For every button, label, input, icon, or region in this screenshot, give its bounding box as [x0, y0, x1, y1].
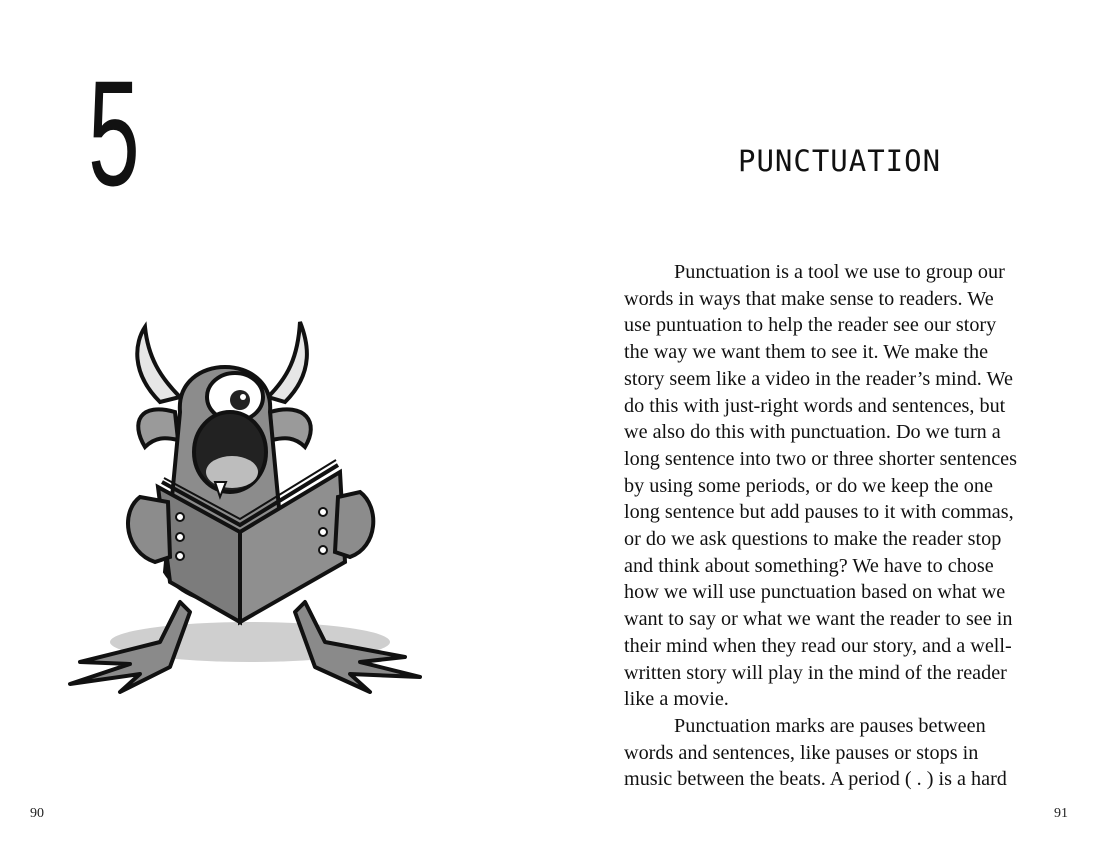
text-line: their mind when they read our story, and a well-	[624, 634, 1012, 657]
chapter-body-text	[624, 259, 1064, 793]
text-line: music between the beats. A period ( . ) is a hard	[624, 768, 1007, 791]
text-line: use puntuation to help the reader see our story	[624, 314, 997, 337]
text-line: by using some periods, or do we keep the one	[624, 474, 993, 497]
text-line: we also do this with punctuation. Do we turn a	[624, 421, 1001, 444]
text-line: long sentence but add pauses to it with commas,	[624, 501, 1014, 524]
text-line: Punctuation marks are pauses between	[674, 714, 986, 737]
text-line: story seem like a video in the reader’s mind. We	[624, 367, 1013, 390]
text-line: the way we want them to see it. We make the	[624, 341, 989, 364]
text-line: want to say or what we want the reader to see in	[624, 608, 1013, 631]
text-line: and think about something? We have to chose	[624, 554, 994, 577]
text-line: how we will use punctuation based on what we	[624, 581, 1006, 604]
page-number-right: 91	[1054, 806, 1068, 821]
text-line: like a movie.	[624, 688, 729, 711]
paragraph	[624, 259, 1064, 713]
text-line: Punctuation is a tool we use to group our	[674, 261, 1005, 283]
text-line: long sentence into two or three shorter sentences	[624, 447, 1017, 470]
chapter-number: 5	[88, 49, 140, 217]
page-number-left: 90	[30, 806, 44, 821]
text-line: written story will play in the mind of the reader	[624, 661, 1007, 684]
text-line: words in ways that make sense to readers. We	[624, 287, 994, 310]
text-line: words and sentences, like pauses or stops in	[624, 741, 979, 764]
text-line: or do we ask questions to make the reader stop	[624, 528, 1002, 551]
paragraph	[624, 713, 1064, 793]
monster-reading-book-illustration	[60, 312, 430, 697]
chapter-title: PUNCTUATION	[738, 144, 942, 178]
text-line: do this with just-right words and sentences, but	[624, 394, 1006, 417]
